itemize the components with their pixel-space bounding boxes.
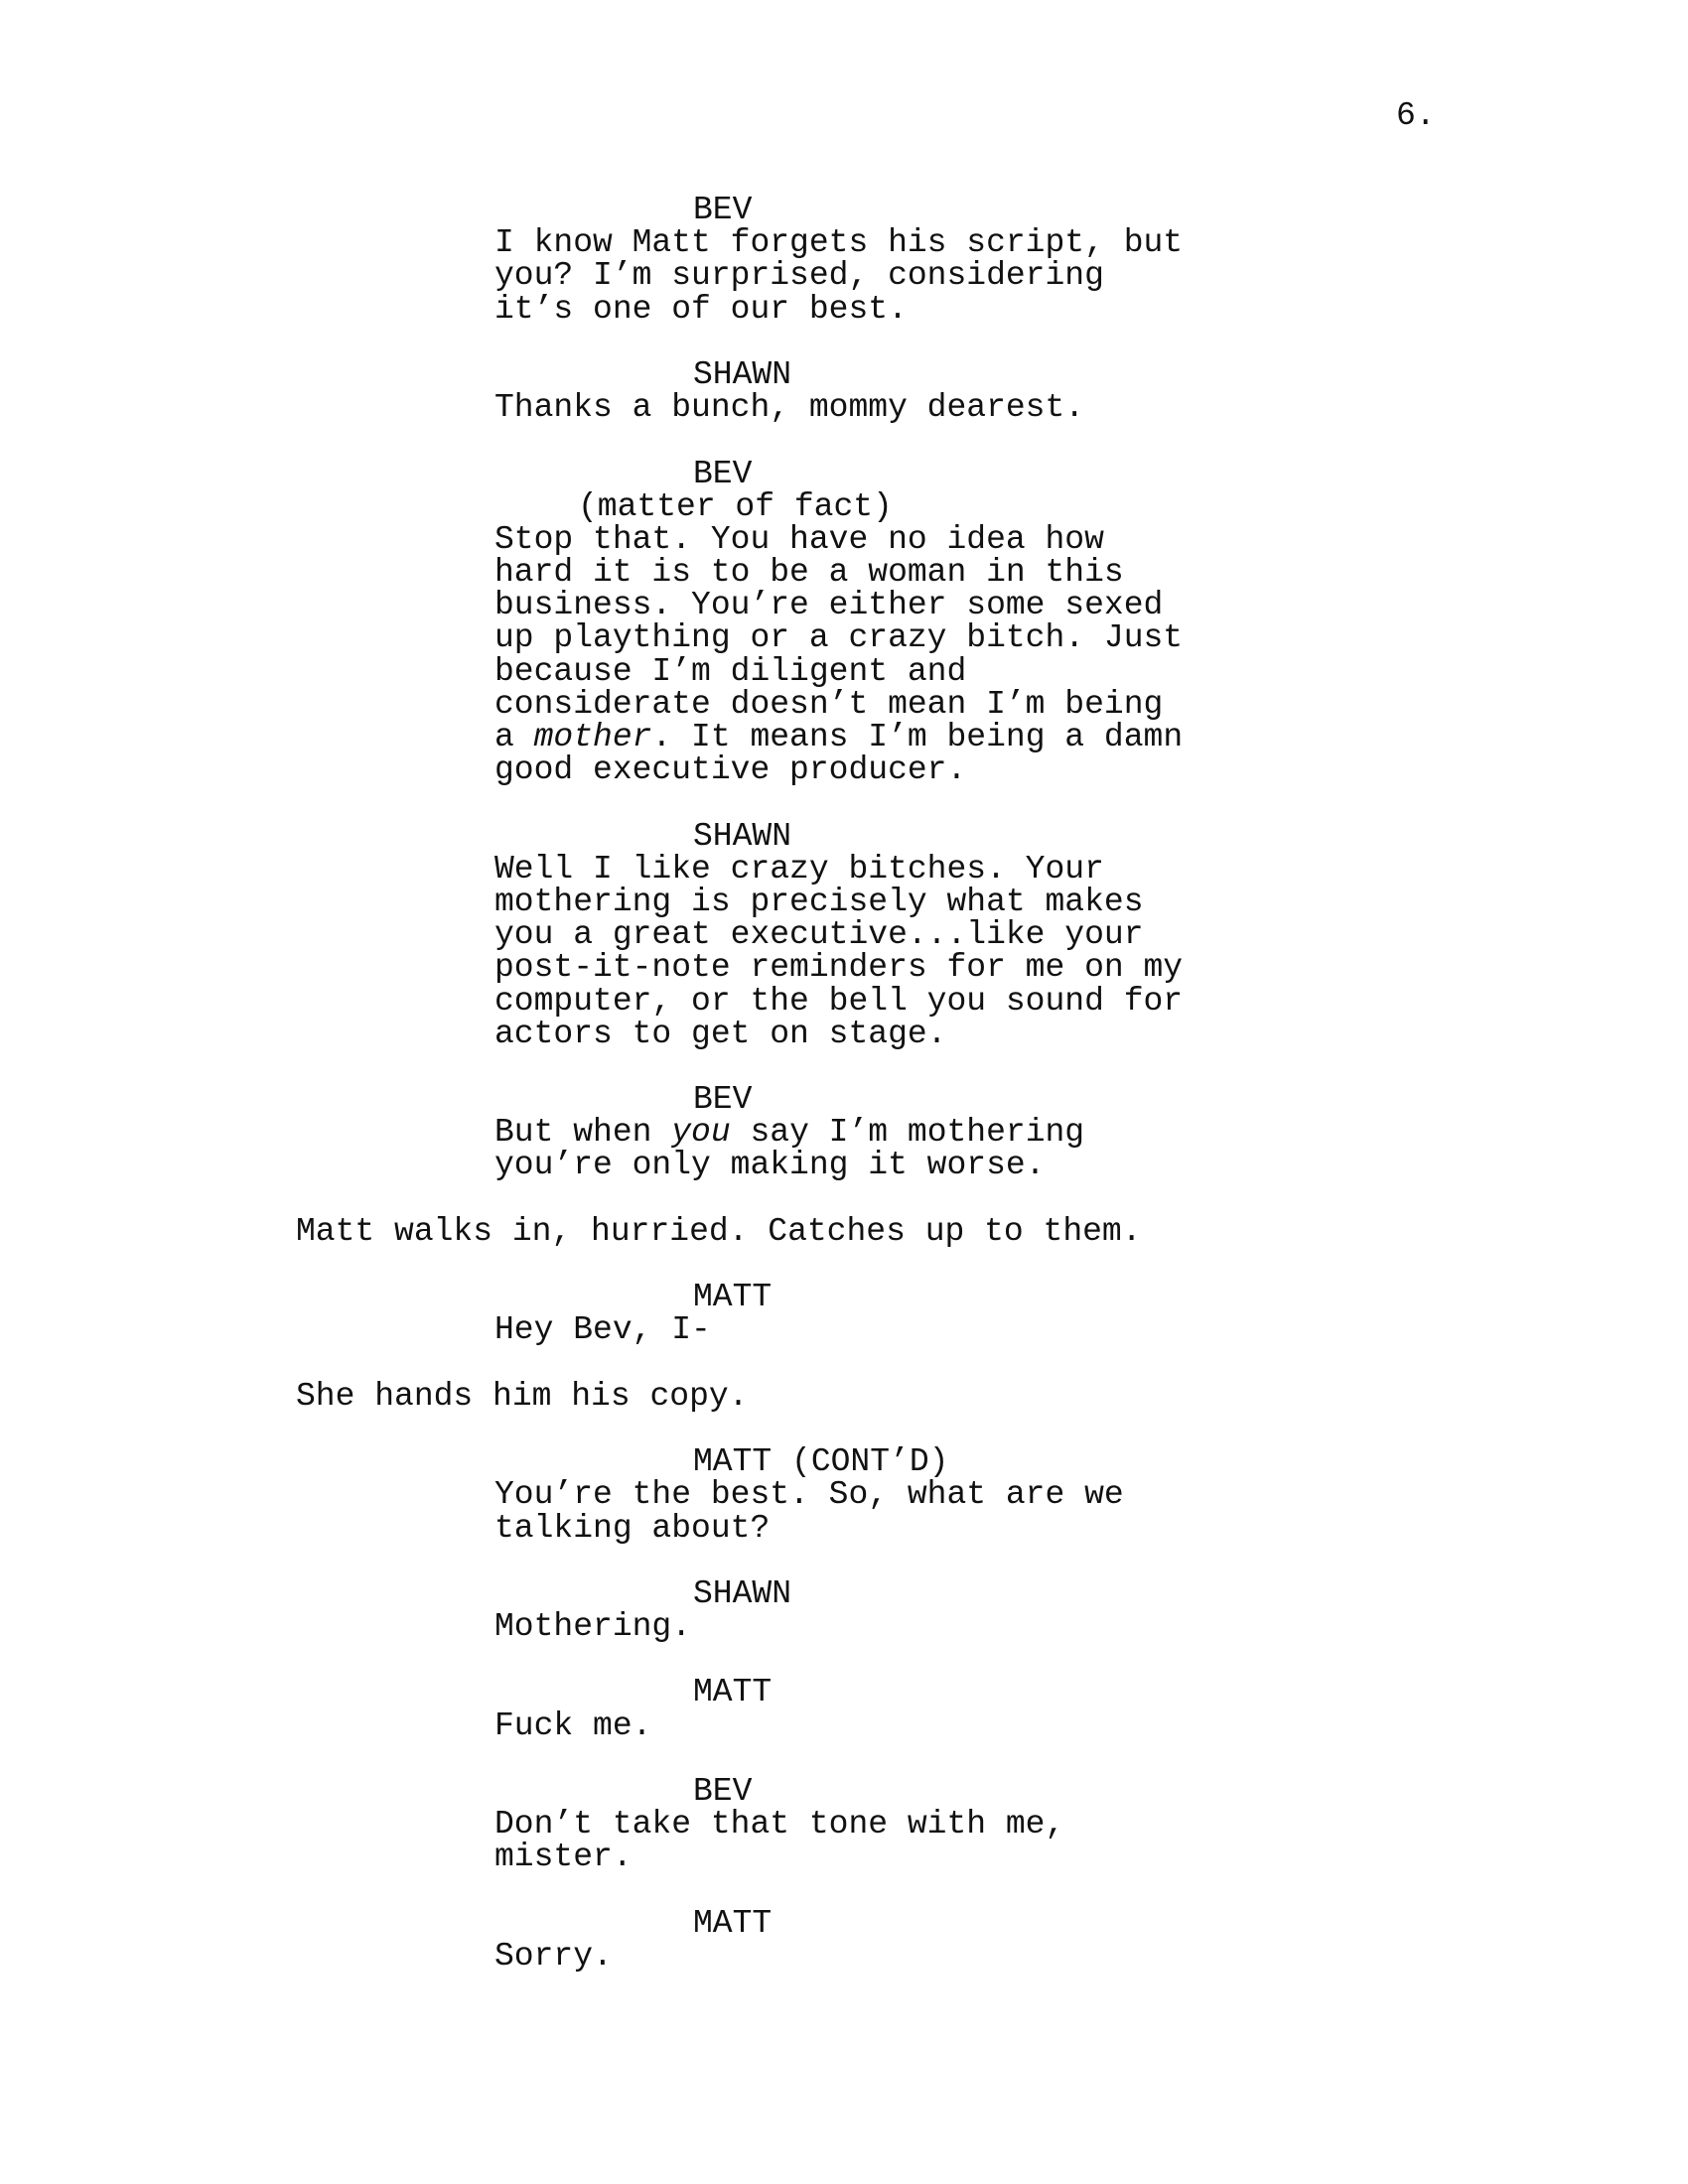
- dialogue-line: Well I like crazy bitches. Your: [494, 850, 1104, 887]
- character-name: BEV: [693, 455, 753, 492]
- dialogue-line: [0, 1114, 1688, 1152]
- dialogue-line: good executive producer.: [494, 751, 967, 789]
- dialogue-line: Hey Bev, I-: [494, 1311, 711, 1349]
- action-line: Matt walks in, hurried. Catches up to them.: [296, 1212, 1142, 1250]
- dialogue-line: [0, 721, 1688, 753]
- character-name: BEV: [693, 1081, 753, 1119]
- dialogue-line: You’re the best. So, what are we: [494, 1476, 1124, 1514]
- dialogue-line: computer, or the bell you sound for: [494, 982, 1184, 1020]
- dialogue-text: But when: [494, 1114, 672, 1152]
- dialogue-text: say I’m mothering: [730, 1114, 1085, 1152]
- page-number: 6.: [1396, 97, 1436, 134]
- dialogue-line: mister.: [494, 1839, 633, 1876]
- dialogue-line: considerate doesn’t mean I’m being: [494, 685, 1164, 723]
- character-name: MATT: [693, 1904, 773, 1942]
- dialogue-line: talking about?: [494, 1509, 771, 1547]
- dialogue-line: up plaything or a crazy bitch. Just: [494, 619, 1184, 657]
- emphasis-text: you: [671, 1114, 731, 1152]
- screenplay-body: [0, 194, 1688, 1973]
- dialogue-line: actors to get on stage.: [494, 1015, 947, 1052]
- dialogue-line: Stop that. You have no idea how: [494, 520, 1104, 558]
- character-name: SHAWN: [693, 1574, 792, 1612]
- dialogue-line: Don’t take that tone with me,: [494, 1806, 1065, 1843]
- dialogue-line: Thanks a bunch, mommy dearest.: [494, 389, 1085, 427]
- dialogue-line: mothering is precisely what makes: [494, 883, 1144, 920]
- dialogue-line: Fuck me.: [494, 1706, 652, 1744]
- dialogue-line: post-it-note reminders for me on my: [494, 949, 1184, 987]
- dialogue-line: business. You’re either some sexed: [494, 587, 1164, 624]
- dialogue-line: Mothering.: [494, 1608, 692, 1646]
- character-name: BEV: [693, 192, 753, 228]
- character-name: MATT (CONT’D): [693, 1443, 949, 1481]
- dialogue-line: I know Matt forgets his script, but: [494, 224, 1184, 262]
- dialogue-line: you’re only making it worse.: [494, 1147, 1046, 1184]
- dialogue-line: you? I’m surprised, considering: [494, 257, 1104, 295]
- dialogue-text: . It means I’m being a damn: [651, 719, 1184, 755]
- character-name: BEV: [693, 1773, 753, 1810]
- emphasis-text: mother: [533, 719, 652, 755]
- character-name: MATT: [693, 1279, 773, 1316]
- dialogue-line: Sorry.: [494, 1937, 613, 1975]
- character-name: SHAWN: [693, 355, 792, 393]
- character-name: SHAWN: [693, 817, 792, 855]
- parenthetical: (matter of fact): [578, 487, 893, 525]
- dialogue-line: it’s one of our best.: [494, 290, 908, 328]
- character-name: MATT: [693, 1674, 773, 1711]
- dialogue-line: hard it is to be a woman in this: [494, 554, 1124, 592]
- action-line: She hands him his copy.: [296, 1377, 749, 1415]
- dialogue-line: you a great executive...like your: [494, 916, 1144, 954]
- dialogue-text: a: [494, 719, 534, 755]
- dialogue-line: because I’m diligent and: [494, 652, 967, 690]
